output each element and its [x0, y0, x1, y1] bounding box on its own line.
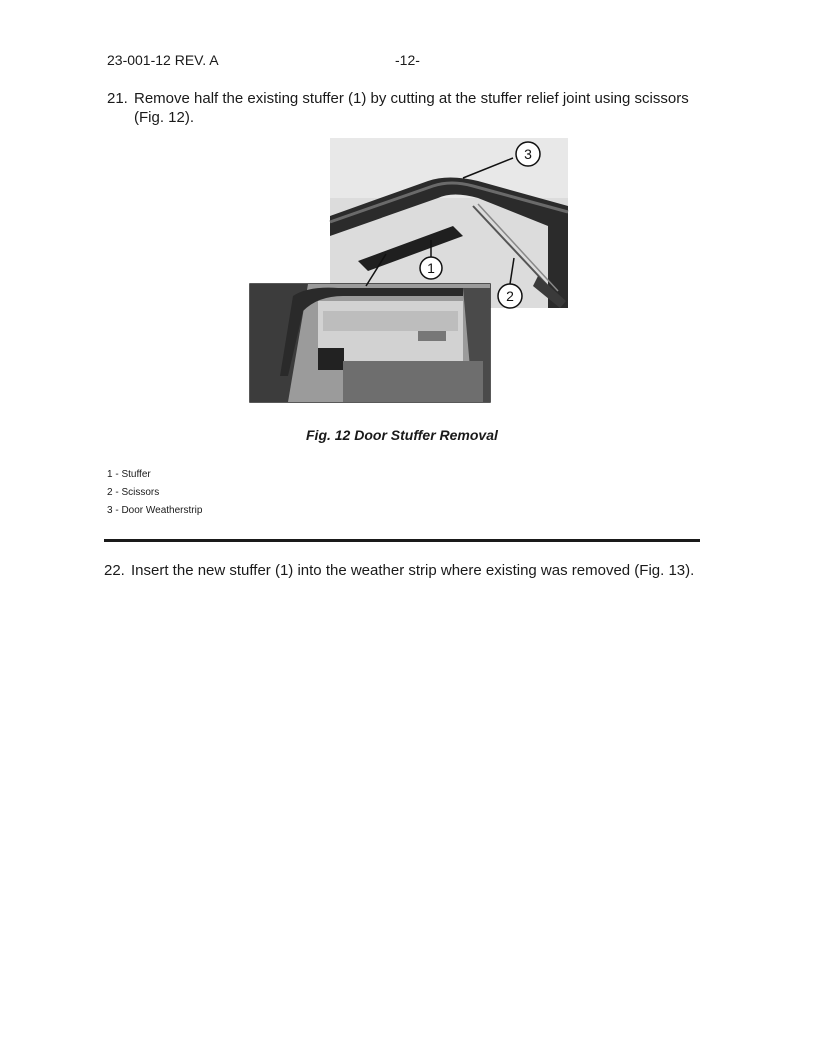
figure-caption: Fig. 12 Door Stuffer Removal — [306, 427, 498, 443]
callout-2 — [498, 284, 522, 308]
step-22-number: 22. — [104, 562, 125, 579]
callout-1-label: 1 — [427, 260, 435, 276]
step-22-text: Insert the new stuffer (1) into the weather strip where existing was removed (Fig. 13). — [131, 562, 695, 579]
legend-item-door-weatherstrip: 3 - Door Weatherstrip — [107, 505, 203, 516]
page-number: -12- — [395, 52, 420, 68]
step-21-text-line2: (Fig. 12). — [134, 109, 195, 126]
section-divider — [104, 539, 700, 542]
step-21-number: 21. — [107, 90, 128, 107]
figure-12-photo — [248, 136, 570, 404]
legend-item-stuffer: 1 - Stuffer — [107, 469, 151, 480]
callout-3 — [516, 142, 540, 166]
door-interior-photo — [250, 284, 490, 402]
callout-1 — [420, 257, 442, 279]
document-id: 23-001-12 REV. A — [107, 52, 219, 68]
callout-2-label: 2 — [506, 288, 514, 304]
step-21-text-line1: Remove half the existing stuffer (1) by cutting at the stuffer relief joint using scissors — [134, 90, 689, 107]
callout-3-label: 3 — [524, 146, 532, 162]
legend-item-scissors: 2 - Scissors — [107, 487, 160, 498]
